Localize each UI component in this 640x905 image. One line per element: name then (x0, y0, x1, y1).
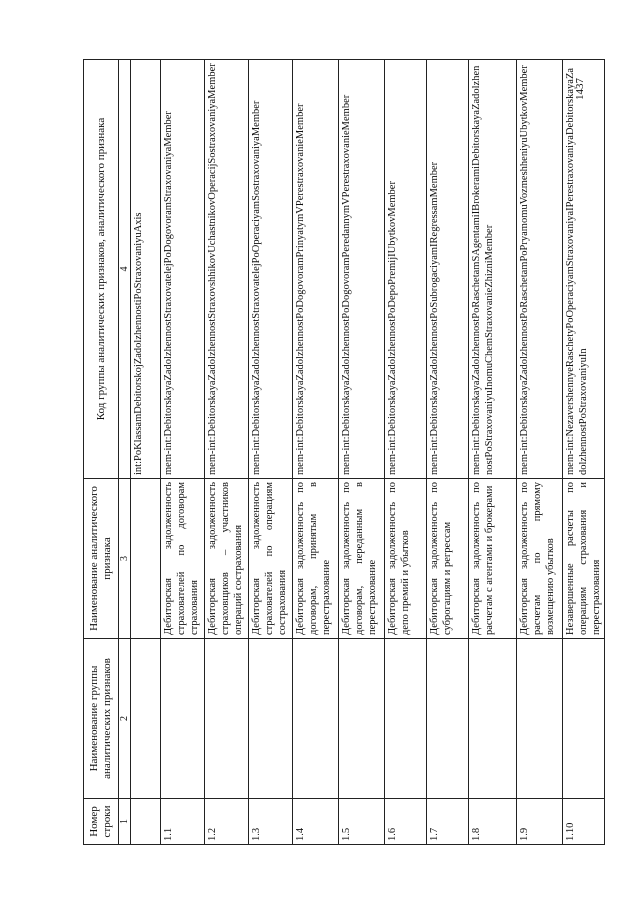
feature-name: Дебиторская задолженность по договорам, переданным в перестрахование (339, 479, 385, 639)
feature-name: Дебиторская задолженность по суброгациям и регрессам (427, 479, 469, 639)
group-name (427, 639, 469, 799)
feature-name: Дебиторская задолженность по расчетам с агентами и брокерами (469, 479, 517, 639)
feature-name: Дебиторская задолженность страховщиков – участников операций сострахования (205, 479, 249, 639)
table-row (385, 60, 427, 845)
table-row (339, 60, 385, 845)
column-number-row (119, 60, 131, 845)
feature-code: mem-int:DebitorskayaZadolzhennostPoRaschetamSAgentamiIBrokeramiDebitorskayaZadolzhennostPoStraxovaniyuInomuChemStraxovanieZhizniMember (469, 60, 517, 479)
table-row (249, 60, 293, 845)
row-number: 1.10 (563, 799, 605, 845)
feature-name (131, 479, 161, 639)
row-number: 1.8 (469, 799, 517, 845)
feature-name: Дебиторская задолженность по договорам, принятым в перестрахование (293, 479, 339, 639)
column-number: 4 (119, 60, 131, 479)
table-header-row (84, 60, 119, 845)
group-name (205, 639, 249, 799)
feature-name: Дебиторская задолженность страхователей по операциям сострахования (249, 479, 293, 639)
table-row (517, 60, 563, 845)
table-row (205, 60, 249, 845)
feature-code: mem-int:DebitorskayaZadolzhennostPoSubrogaciyamIRegressamMember (427, 60, 469, 479)
row-number: 1.3 (249, 799, 293, 845)
header-row-number: Номер строки (84, 799, 119, 845)
feature-code: int:PoKlassamDebitorskojZadolzhennostiPoStraxovaniyuAxis (131, 60, 161, 479)
row-number (131, 799, 161, 845)
row-number: 1.2 (205, 799, 249, 845)
row-number: 1.4 (293, 799, 339, 845)
feature-name: Дебиторская задолженность по депо премий и убытков (385, 479, 427, 639)
table-row (469, 60, 517, 845)
group-name (339, 639, 385, 799)
table-row (293, 60, 339, 845)
column-number: 1 (119, 799, 131, 845)
feature-name: Дебиторская задолженность страхователей по договорам страхования (161, 479, 205, 639)
group-name (131, 639, 161, 799)
table-row (563, 60, 605, 845)
header-code: Код группы аналитических признаков, аналитического признака (84, 60, 119, 479)
table-body (131, 60, 605, 845)
row-number: 1.6 (385, 799, 427, 845)
feature-code: mem-int:DebitorskayaZadolzhennostPoDepoPremijIUbytkovMember (385, 60, 427, 479)
feature-code: mem-int:DebitorskayaZadolzhennostPoRaschetamPoPryamomuVozmeshheniyuUbytkovMember (517, 60, 563, 479)
group-name (517, 639, 563, 799)
table-row (131, 60, 161, 845)
group-name (161, 639, 205, 799)
row-number: 1.5 (339, 799, 385, 845)
feature-code: mem-int:DebitorskayaZadolzhennostPoDogovoramPrinyatymVPerestraxovanieMember (293, 60, 339, 479)
header-feature-name: Наименование аналитического признака (84, 479, 119, 639)
column-number: 2 (119, 639, 131, 799)
row-number: 1.1 (161, 799, 205, 845)
analytic-features-table (83, 59, 605, 845)
group-name (249, 639, 293, 799)
feature-code: mem-int:DebitorskayaZadolzhennostStraxovatelejPoOperaciyamSostraxovaniyaMember (249, 60, 293, 479)
row-number: 1.7 (427, 799, 469, 845)
feature-code: mem-int:DebitorskayaZadolzhennostStraxovshhikovUchastnikovOperacijSostraxovaniyaMember (205, 60, 249, 479)
rotated-table-container (83, 60, 602, 845)
column-number: 3 (119, 479, 131, 639)
table-row (427, 60, 469, 845)
group-name (469, 639, 517, 799)
group-name (385, 639, 427, 799)
feature-name: Незавершенные расчеты по операциям страхования и перестрахования (563, 479, 605, 639)
feature-code: mem-int:NezavershennyeRaschetyPoOperaciyamStraxovaniyaIPerestraxovaniyaDebitorskayaZadolzhennostPoStraxovaniyuIn (563, 60, 605, 479)
feature-name: Дебиторская задолженность по расчетам по прямому возмещению убытков (517, 479, 563, 639)
page-number: 1437 (574, 78, 586, 100)
row-number: 1.9 (517, 799, 563, 845)
header-group-name: Наименование группы аналитических признаков (84, 639, 119, 799)
feature-code: mem-int:DebitorskayaZadolzhennostPoDogovoramPeredannymVPerestraxovanieMember (339, 60, 385, 479)
group-name (563, 639, 605, 799)
group-name (293, 639, 339, 799)
table-row (161, 60, 205, 845)
feature-code: mem-int:DebitorskayaZadolzhennostStraxovatelejPoDogovoramStraxovaniyaMember (161, 60, 205, 479)
